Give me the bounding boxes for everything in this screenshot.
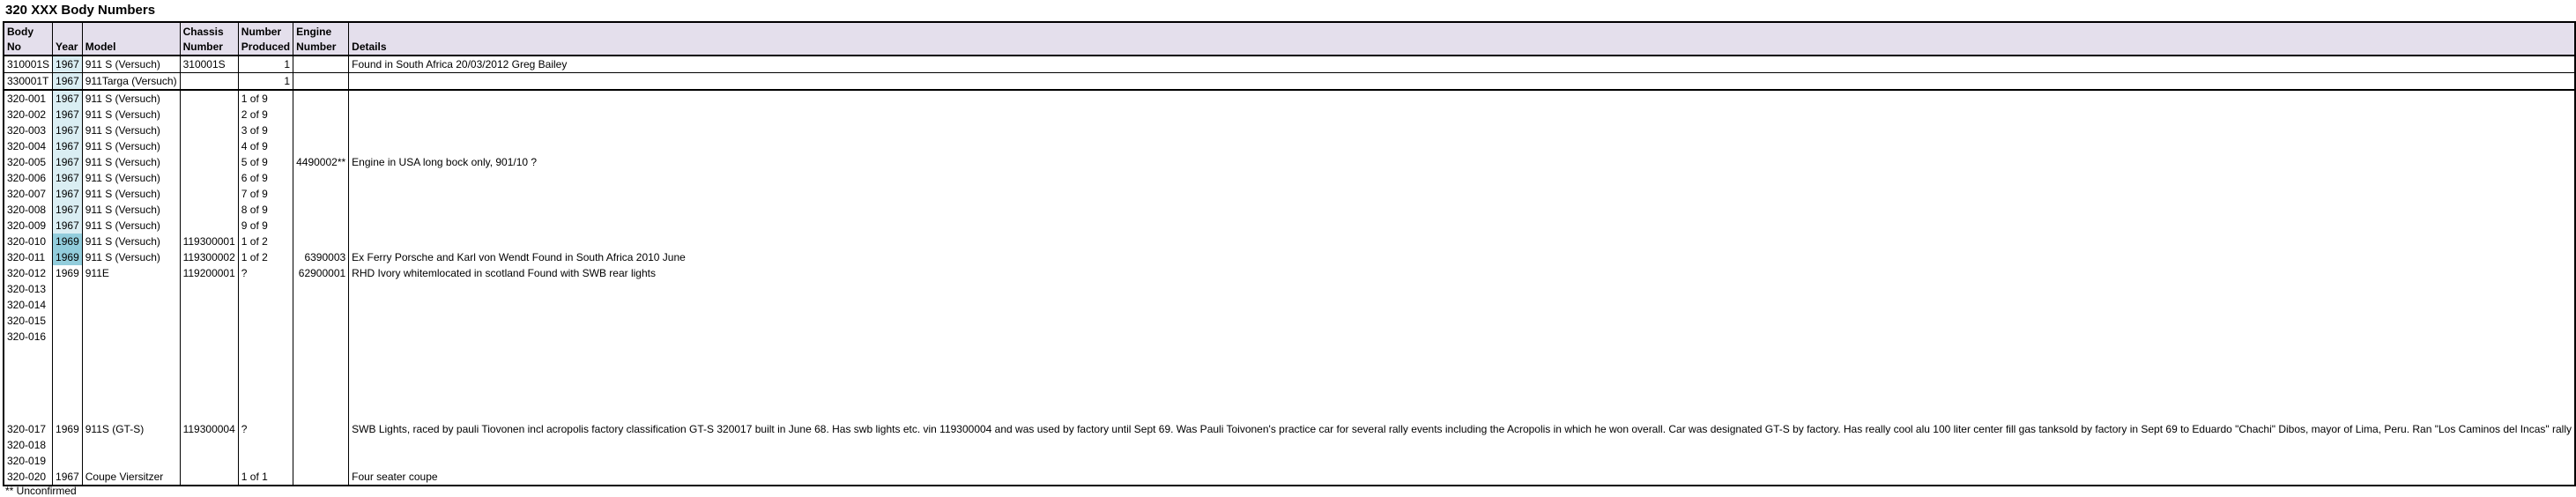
produced-cell[interactable] (238, 329, 293, 345)
produced-cell[interactable]: 8 of 9 (238, 202, 293, 218)
model-cell[interactable]: 911 S (Versuch) (82, 138, 180, 154)
model-cell[interactable]: 911 S (Versuch) (82, 249, 180, 265)
engine-cell[interactable] (293, 281, 349, 297)
table-row (4, 234, 2575, 249)
year-cell[interactable]: 1967 (53, 107, 83, 122)
model-cell[interactable]: 911 S (Versuch) (82, 202, 180, 218)
details-cell[interactable] (349, 107, 2575, 122)
chassis-cell[interactable] (180, 138, 238, 154)
table-row (4, 186, 2575, 202)
model-cell[interactable]: 911 S (Versuch) (82, 107, 180, 122)
details-cell[interactable] (349, 234, 2575, 249)
engine-cell[interactable] (293, 138, 349, 154)
body-no-cell[interactable]: 320-003 (4, 122, 53, 138)
table-row (4, 170, 2575, 186)
body-no-cell[interactable]: 320-016 (4, 329, 53, 345)
details-cell[interactable] (349, 170, 2575, 186)
year-cell[interactable] (53, 453, 83, 469)
produced-cell[interactable]: 4 of 9 (238, 138, 293, 154)
engine-cell[interactable] (293, 453, 349, 469)
chassis-cell[interactable] (180, 154, 238, 170)
engine-cell[interactable] (293, 469, 349, 486)
col-header-year[interactable]: Year (53, 22, 83, 56)
produced-cell[interactable] (238, 297, 293, 313)
year-cell[interactable]: 1967 (53, 469, 83, 486)
engine-cell[interactable] (293, 73, 349, 91)
chassis-cell[interactable]: 119200001 (180, 265, 238, 281)
produced-cell[interactable]: 7 of 9 (238, 186, 293, 202)
footnote: ** Unconfirmed (5, 485, 77, 497)
engine-cell[interactable]: 6390003 (293, 249, 349, 265)
table-row (4, 202, 2575, 218)
model-cell[interactable] (82, 329, 180, 345)
model-cell[interactable]: 911 S (Versuch) (82, 90, 180, 107)
engine-cell[interactable] (293, 329, 349, 345)
model-cell[interactable]: 911E (82, 265, 180, 281)
produced-cell[interactable]: 1 of 9 (238, 90, 293, 107)
model-cell[interactable]: 911 S (Versuch) (82, 122, 180, 138)
year-cell[interactable] (53, 297, 83, 313)
body-no-cell[interactable]: 320-005 (4, 154, 53, 170)
table-row (4, 73, 2575, 91)
model-cell[interactable] (82, 313, 180, 329)
produced-cell[interactable] (238, 453, 293, 469)
model-cell[interactable]: 911 S (Versuch) (82, 234, 180, 249)
produced-cell[interactable] (238, 281, 293, 297)
chassis-cell[interactable] (180, 170, 238, 186)
body-no-cell[interactable]: 320-002 (4, 107, 53, 122)
produced-cell[interactable]: 1 of 2 (238, 234, 293, 249)
table-row (4, 122, 2575, 138)
model-cell[interactable]: 911 S (Versuch) (82, 218, 180, 234)
chassis-cell[interactable] (180, 453, 238, 469)
engine-cell[interactable] (293, 186, 349, 202)
table-row (4, 453, 2575, 469)
details-cell[interactable]: Ex Ferry Porsche and Karl von Wendt Found in South Africa 2010 June (349, 249, 2575, 265)
table-row (4, 265, 2575, 281)
year-cell[interactable] (53, 313, 83, 329)
body-no-cell[interactable]: 320-010 (4, 234, 53, 249)
body-no-cell[interactable]: 320-013 (4, 281, 53, 297)
body-no-cell[interactable]: 320-019 (4, 453, 53, 469)
produced-cell[interactable]: ? (238, 345, 293, 437)
chassis-cell[interactable] (180, 202, 238, 218)
year-cell[interactable]: 1967 (53, 170, 83, 186)
details-cell[interactable] (349, 186, 2575, 202)
details-cell[interactable] (349, 202, 2575, 218)
engine-cell[interactable] (293, 202, 349, 218)
body-no-cell[interactable]: 320-015 (4, 313, 53, 329)
model-cell[interactable] (82, 297, 180, 313)
engine-cell[interactable] (293, 122, 349, 138)
year-cell[interactable]: 1967 (53, 154, 83, 170)
model-cell[interactable]: 911S (GT-S) (82, 345, 180, 437)
chassis-cell[interactable]: 119300002 (180, 249, 238, 265)
year-cell[interactable] (53, 437, 83, 453)
details-cell[interactable] (349, 437, 2575, 453)
table-row (4, 56, 2575, 73)
details-cell[interactable] (349, 329, 2575, 345)
produced-cell[interactable]: 1 of 1 (238, 469, 293, 486)
produced-cell[interactable] (238, 437, 293, 453)
model-cell[interactable]: 911 S (Versuch) (82, 170, 180, 186)
details-cell[interactable]: Found in South Africa 20/03/2012 Greg Bailey (349, 56, 2575, 73)
body-no-cell[interactable]: 320-018 (4, 437, 53, 453)
produced-cell[interactable]: 1 (238, 73, 293, 91)
model-cell[interactable] (82, 453, 180, 469)
produced-cell[interactable]: 1 of 2 (238, 249, 293, 265)
engine-cell[interactable] (293, 297, 349, 313)
model-cell[interactable]: 911 S (Versuch) (82, 56, 180, 73)
produced-cell[interactable] (238, 313, 293, 329)
year-cell[interactable]: 1969 (53, 234, 83, 249)
col-header-chassis-number[interactable]: Chassis Number (180, 22, 238, 56)
body-no-cell[interactable]: 320-012 (4, 265, 53, 281)
body-no-cell[interactable]: 320-014 (4, 297, 53, 313)
chassis-cell[interactable] (180, 469, 238, 486)
table-row (4, 249, 2575, 265)
chassis-cell[interactable]: 310001S (180, 56, 238, 73)
year-cell[interactable]: 1969 (53, 345, 83, 437)
chassis-cell[interactable] (180, 329, 238, 345)
year-cell[interactable]: 1967 (53, 122, 83, 138)
chassis-cell[interactable] (180, 122, 238, 138)
year-cell[interactable]: 1967 (53, 73, 83, 91)
body-no-cell[interactable]: 320-004 (4, 138, 53, 154)
details-cell[interactable]: Engine in USA long bock only, 901/10 ? (349, 154, 2575, 170)
year-cell[interactable]: 1969 (53, 265, 83, 281)
col-header-model[interactable]: Model (82, 22, 180, 56)
details-cell[interactable]: SWB Lights, raced by pauli Tiovonen incl acropolis factory classification GT-S 320017 built in June 68. Has swb lights etc. vin 119300004 and was used by factory until Sept 69. Was Pauli Toivonen's practice car for several rally events including the Acropolis in which he won overall. Car was designated GT-S by factory. Has really cool alu 100 liter center fill gas tanksold by factory in Sept 69 to Eduardo "Chachi" Dibos, mayor of Lima, Peru. Ran "Los Caminos del Incas" rally (349, 345, 2575, 437)
engine-cell[interactable]: 62900001 (293, 265, 349, 281)
details-cell[interactable] (349, 453, 2575, 469)
chassis-cell[interactable] (180, 281, 238, 297)
year-cell[interactable]: 1967 (53, 186, 83, 202)
body-no-cell[interactable]: 320-008 (4, 202, 53, 218)
body-no-cell[interactable]: 320-001 (4, 90, 53, 107)
sheet-title: 320 XXX Body Numbers (5, 3, 156, 18)
year-cell[interactable]: 1967 (53, 56, 83, 73)
year-cell[interactable] (53, 329, 83, 345)
details-cell[interactable]: Four seater coupe (349, 469, 2575, 486)
produced-cell[interactable]: 1 (238, 56, 293, 73)
col-header-engine-number[interactable]: Engine Number (293, 22, 349, 56)
header-row (4, 22, 2575, 56)
chassis-cell[interactable] (180, 107, 238, 122)
table-row (4, 437, 2575, 453)
model-cell[interactable] (82, 437, 180, 453)
engine-cell[interactable] (293, 313, 349, 329)
model-cell[interactable]: 911Targa (Versuch) (82, 73, 180, 91)
produced-cell[interactable]: ? (238, 265, 293, 281)
chassis-cell[interactable]: 119300004 (180, 345, 238, 437)
details-cell[interactable] (349, 90, 2575, 107)
body-no-cell[interactable]: 330001T (4, 73, 53, 91)
engine-cell[interactable]: 4490002** (293, 154, 349, 170)
details-cell[interactable] (349, 218, 2575, 234)
table-row (4, 154, 2575, 170)
model-cell[interactable] (82, 281, 180, 297)
chassis-cell[interactable]: 119300001 (180, 234, 238, 249)
produced-cell[interactable]: 6 of 9 (238, 170, 293, 186)
table-row (4, 90, 2575, 107)
year-cell[interactable]: 1969 (53, 249, 83, 265)
model-cell[interactable]: Coupe Viersitzer (82, 469, 180, 486)
body-no-cell[interactable]: 310001S (4, 56, 53, 73)
table-row (4, 107, 2575, 122)
produced-cell[interactable]: 2 of 9 (238, 107, 293, 122)
chassis-cell[interactable] (180, 313, 238, 329)
details-cell[interactable] (349, 138, 2575, 154)
chassis-cell[interactable] (180, 186, 238, 202)
engine-cell[interactable] (293, 218, 349, 234)
details-cell[interactable] (349, 73, 2575, 91)
body-no-cell[interactable]: 320-007 (4, 186, 53, 202)
chassis-cell[interactable] (180, 297, 238, 313)
table-row (4, 345, 2575, 437)
chassis-cell[interactable] (180, 218, 238, 234)
body-no-cell[interactable]: 320-011 (4, 249, 53, 265)
table-row (4, 313, 2575, 329)
col-header-details[interactable]: Details (349, 22, 2575, 56)
body-numbers-table (3, 21, 2576, 486)
body-no-cell[interactable]: 320-009 (4, 218, 53, 234)
details-cell[interactable] (349, 122, 2575, 138)
chassis-cell[interactable] (180, 90, 238, 107)
engine-cell[interactable] (293, 170, 349, 186)
year-cell[interactable] (53, 281, 83, 297)
produced-cell[interactable]: 5 of 9 (238, 154, 293, 170)
produced-cell[interactable]: 9 of 9 (238, 218, 293, 234)
produced-cell[interactable]: 3 of 9 (238, 122, 293, 138)
year-cell[interactable]: 1967 (53, 218, 83, 234)
details-cell[interactable] (349, 313, 2575, 329)
model-cell[interactable]: 911 S (Versuch) (82, 186, 180, 202)
engine-cell[interactable] (293, 56, 349, 73)
details-cell[interactable] (349, 297, 2575, 313)
table-row (4, 138, 2575, 154)
chassis-cell[interactable] (180, 437, 238, 453)
engine-cell[interactable] (293, 107, 349, 122)
chassis-cell[interactable] (180, 73, 238, 91)
details-cell[interactable]: RHD Ivory whitemlocated in scotland Found with SWB rear lights (349, 265, 2575, 281)
engine-cell[interactable] (293, 234, 349, 249)
model-cell[interactable]: 911 S (Versuch) (82, 154, 180, 170)
year-cell[interactable]: 1967 (53, 138, 83, 154)
col-header-number-produced[interactable]: Number Produced (238, 22, 293, 56)
details-cell[interactable] (349, 281, 2575, 297)
year-cell[interactable]: 1967 (53, 202, 83, 218)
body-no-cell[interactable]: 320-006 (4, 170, 53, 186)
col-header-body-no[interactable]: Body No (4, 22, 53, 56)
table-row (4, 297, 2575, 313)
body-no-cell[interactable]: 320-020 (4, 469, 53, 486)
year-cell[interactable]: 1967 (53, 90, 83, 107)
table-row (4, 218, 2575, 234)
engine-cell[interactable] (293, 345, 349, 437)
engine-cell[interactable] (293, 437, 349, 453)
table-row (4, 329, 2575, 345)
table-row (4, 469, 2575, 486)
engine-cell[interactable] (293, 90, 349, 107)
table-row (4, 281, 2575, 297)
body-no-cell[interactable]: 320-017 (4, 345, 53, 437)
